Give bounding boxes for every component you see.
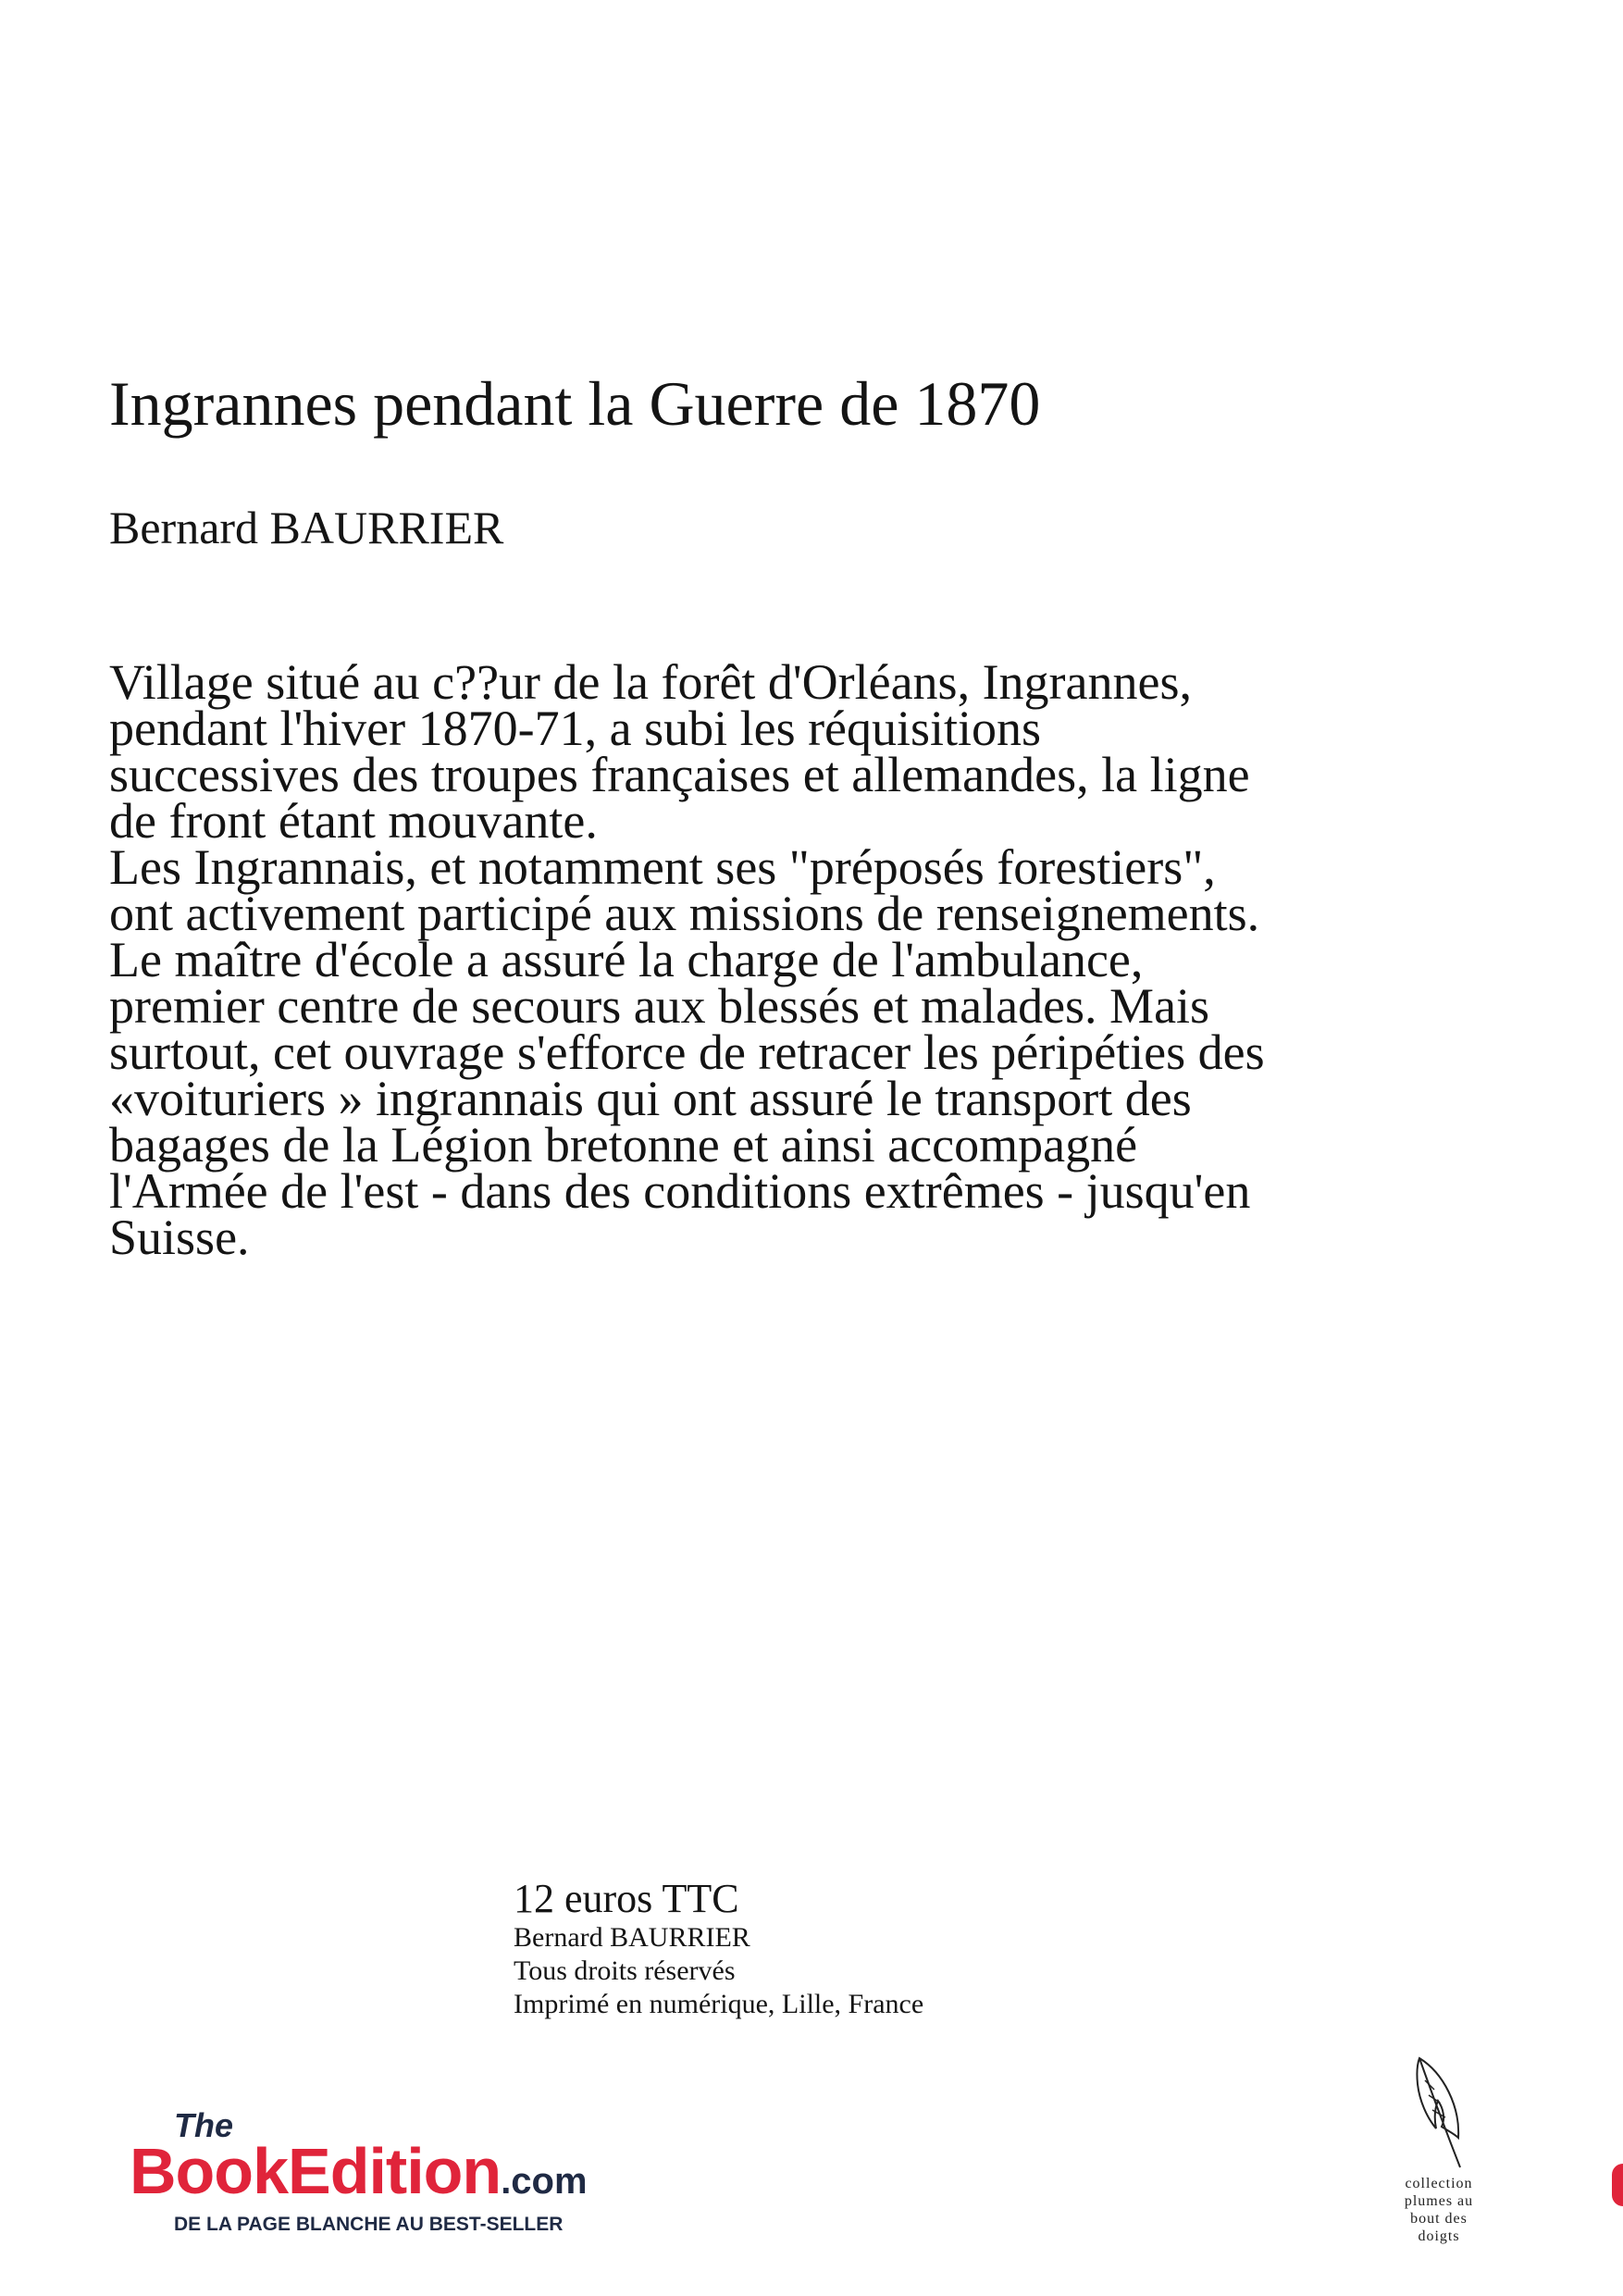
- summary-paragraph: Village situé au c??ur de la forêt d'Orléans, Ingrannes, pendant l'hiver 1870-71, a subi les réquisitions successives des troupes françaises et allemandes, la ligne de front étant mouvante.: [109, 654, 1250, 849]
- collection-mark: [1383, 2053, 1494, 2245]
- imprint-block: [514, 1877, 923, 2021]
- logo-tagline: DE LA PAGE BLANCHE AU BEST-SELLER: [174, 2214, 564, 2235]
- book-author: Bernard BAURRIER: [109, 502, 504, 553]
- collection-line: bout des: [1410, 2211, 1468, 2227]
- collection-line: plumes au: [1404, 2193, 1474, 2209]
- publisher-logo: [130, 2105, 648, 2244]
- collection-line: doigts: [1418, 2228, 1460, 2244]
- feather-quill-icon: [1406, 2053, 1471, 2173]
- book-summary: [109, 654, 1275, 1265]
- edge-decoration: [1612, 2164, 1623, 2206]
- logo-the-text: The: [174, 2106, 234, 2144]
- imprint-author: Bernard BAURRIER: [514, 1922, 750, 1953]
- logo-domain: .com: [501, 2161, 588, 2202]
- logo-brand-name: BookEdition: [130, 2135, 502, 2207]
- collection-name: [1383, 2175, 1494, 2245]
- book-title: Ingrannes pendant la Guerre de 1870: [109, 368, 1041, 439]
- logo-wordmark: [130, 2135, 588, 2207]
- summary-paragraph: Les Ingrannais, et notamment ses "préposés forestiers", ont activement participé aux missions de renseignements. Le maître d'école a assuré la charge de l'ambulance, premier centre de secours aux blessés et malades. Mais surtout, cet ouvrage s'efforce de retracer les péripéties des «voituriers » ingrannais qui ont assuré le transport des bagages de la Légion bretonne et ainsi accompagné l'Armée de l'est - dans des conditions extrêmes - jusqu'en Suisse.: [109, 839, 1265, 1265]
- collection-line: collection: [1405, 2176, 1473, 2191]
- price-label: 12 euros TTC: [514, 1876, 739, 1921]
- rights-notice: Tous droits réservés: [514, 1955, 736, 1986]
- printing-notice: Imprimé en numérique, Lille, France: [514, 1989, 924, 2019]
